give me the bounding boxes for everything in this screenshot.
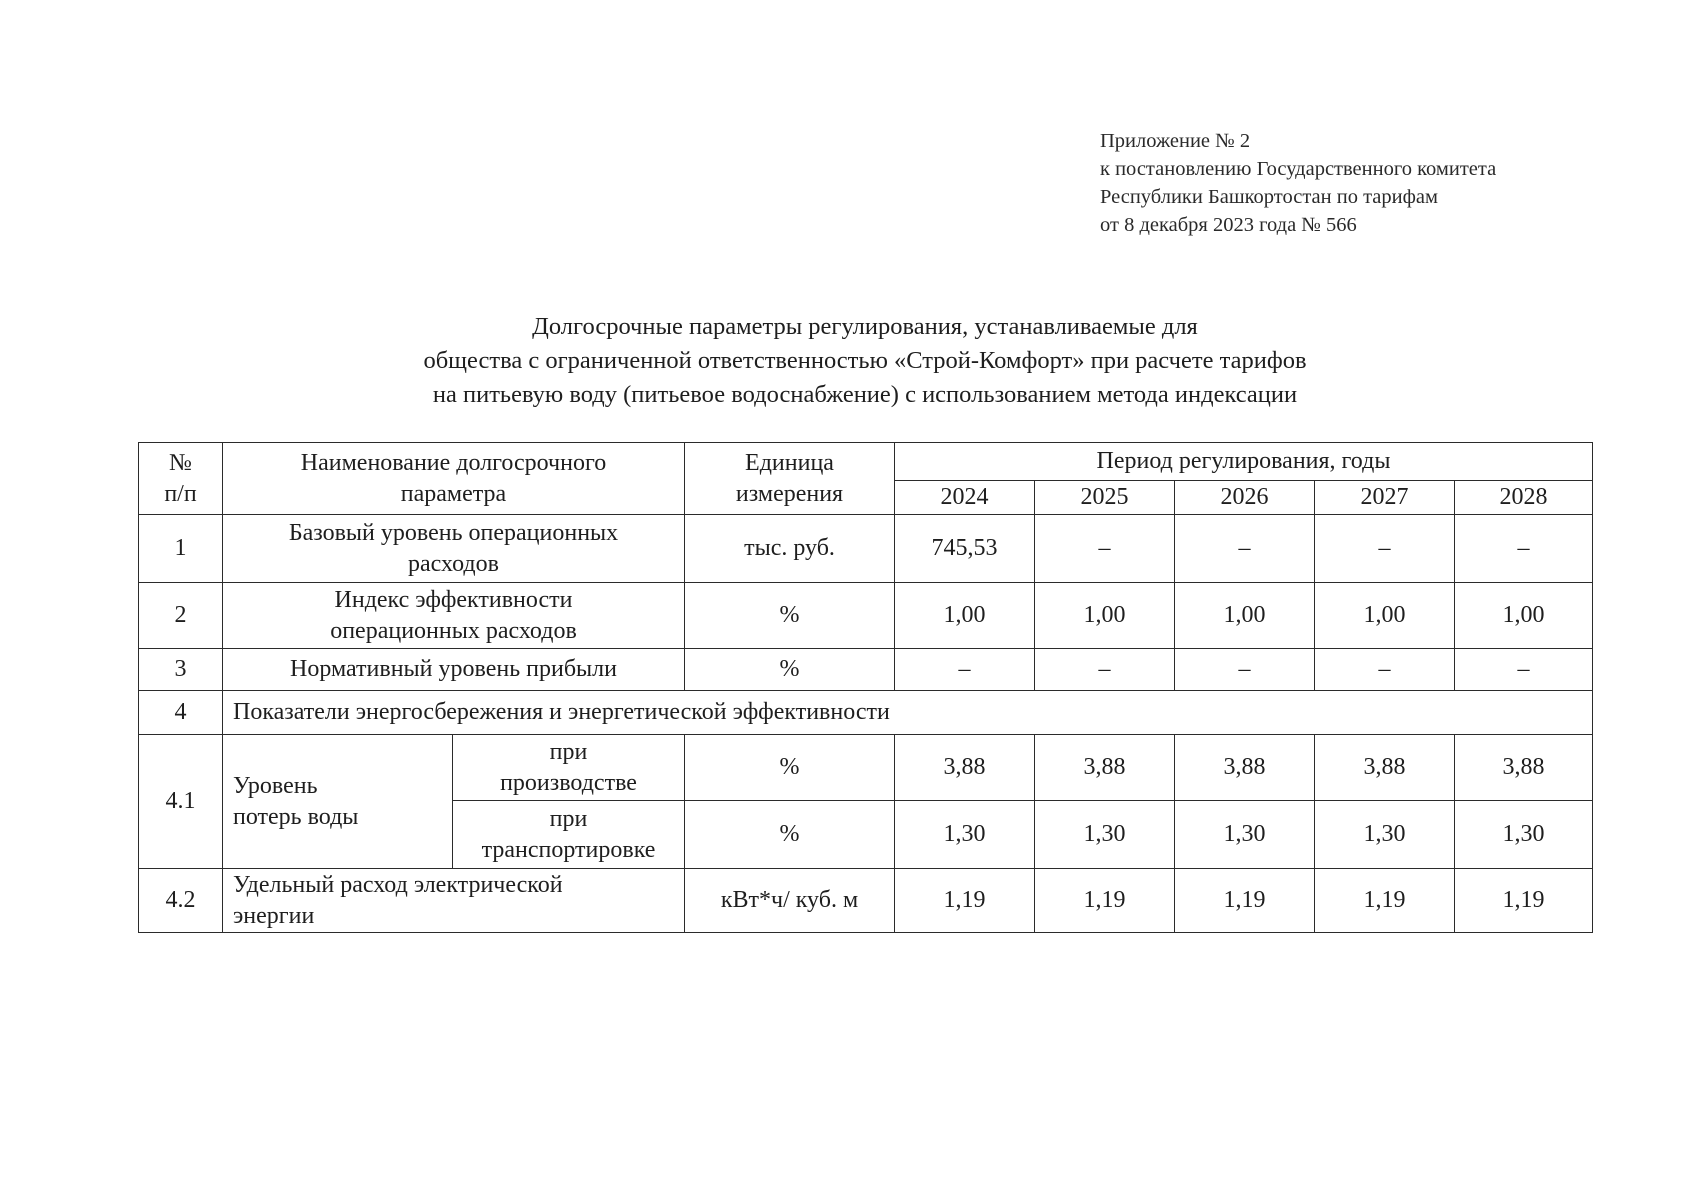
row-value: 3,88: [1315, 735, 1455, 801]
row-num: 2: [139, 583, 223, 649]
row-sublabel: при производстве: [453, 735, 685, 801]
appendix-line: от 8 декабря 2023 года № 566: [1100, 214, 1357, 236]
row-value: –: [895, 649, 1035, 691]
appendix-line: Республики Башкортостан по тарифам: [1100, 186, 1438, 208]
row-num: 4.2: [139, 869, 223, 933]
col-header-num: № п/п: [139, 443, 223, 515]
row-name: Нормативный уровень прибыли: [223, 649, 685, 691]
row-value: –: [1315, 515, 1455, 583]
row-name: Базовый уровень операционных расходов: [223, 515, 685, 583]
table-row: [139, 515, 1593, 583]
row-value: 1,30: [895, 801, 1035, 869]
col-header-period: Период регулирования, годы: [895, 443, 1593, 481]
appendix-line: Приложение № 2: [1100, 130, 1251, 152]
row-value: 1,19: [1455, 869, 1593, 933]
row-value: –: [1315, 649, 1455, 691]
row-value: 1,19: [895, 869, 1035, 933]
row-unit: %: [685, 801, 895, 869]
appendix-header: [1100, 127, 1496, 239]
row-value: 1,19: [1035, 869, 1175, 933]
year-header: 2028: [1455, 481, 1593, 515]
row-value: –: [1175, 649, 1315, 691]
title-line: общества с ограниченной ответственностью «Строй-Комфорт» при расчете тарифов: [423, 347, 1307, 374]
table-header-row: [139, 443, 1593, 481]
row-num: 3: [139, 649, 223, 691]
row-unit: %: [685, 735, 895, 801]
row-value: 1,00: [1455, 583, 1593, 649]
row-num: 1: [139, 515, 223, 583]
section-title: Показатели энергосбережения и энергетической эффективности: [223, 691, 1593, 735]
row-name: Удельный расход электрической энергии: [223, 869, 685, 933]
table-section-row: [139, 691, 1593, 735]
year-header: 2026: [1175, 481, 1315, 515]
row-unit: %: [685, 583, 895, 649]
row-value: –: [1035, 515, 1175, 583]
row-value: 745,53: [895, 515, 1035, 583]
row-unit: %: [685, 649, 895, 691]
parameters-table: [138, 442, 1593, 933]
year-header: 2027: [1315, 481, 1455, 515]
row-value: 1,19: [1315, 869, 1455, 933]
row-name: Индекс эффективности операционных расходов: [223, 583, 685, 649]
title-line: Долгосрочные параметры регулирования, устанавливаемые для: [532, 313, 1198, 340]
table-row: [139, 869, 1593, 933]
year-header: 2025: [1035, 481, 1175, 515]
row-value: 1,30: [1315, 801, 1455, 869]
appendix-line: к постановлению Государственного комитета: [1100, 158, 1497, 180]
row-value: 3,88: [1175, 735, 1315, 801]
row-num: 4: [139, 691, 223, 735]
row-value: –: [1455, 649, 1593, 691]
row-unit: тыс. руб.: [685, 515, 895, 583]
col-header-name: Наименование долгосрочного параметра: [223, 443, 685, 515]
table-row: [139, 649, 1593, 691]
row-value: –: [1455, 515, 1593, 583]
row-value: 3,88: [1035, 735, 1175, 801]
row-value: 1,00: [1315, 583, 1455, 649]
row-value: 1,00: [1035, 583, 1175, 649]
year-header: 2024: [895, 481, 1035, 515]
row-value: –: [1035, 649, 1175, 691]
document-title: [200, 310, 1530, 412]
table-row: [139, 583, 1593, 649]
row-value: –: [1175, 515, 1315, 583]
row-num: 4.1: [139, 735, 223, 869]
col-header-unit: Единица измерения: [685, 443, 895, 515]
row-unit: кВт*ч/ куб. м: [685, 869, 895, 933]
row-value: 1,30: [1455, 801, 1593, 869]
title-line: на питьевую воду (питьевое водоснабжение) с использованием метода индексации: [432, 381, 1298, 408]
row-value: 1,30: [1175, 801, 1315, 869]
row-value: 1,00: [1175, 583, 1315, 649]
row-value: 1,19: [1175, 869, 1315, 933]
row-name: Уровень потерь воды: [223, 735, 453, 869]
row-sublabel: при транспортировке: [453, 801, 685, 869]
row-value: 3,88: [895, 735, 1035, 801]
row-value: 1,30: [1035, 801, 1175, 869]
row-value: 1,00: [895, 583, 1035, 649]
table-row: [139, 735, 1593, 801]
row-value: 3,88: [1455, 735, 1593, 801]
